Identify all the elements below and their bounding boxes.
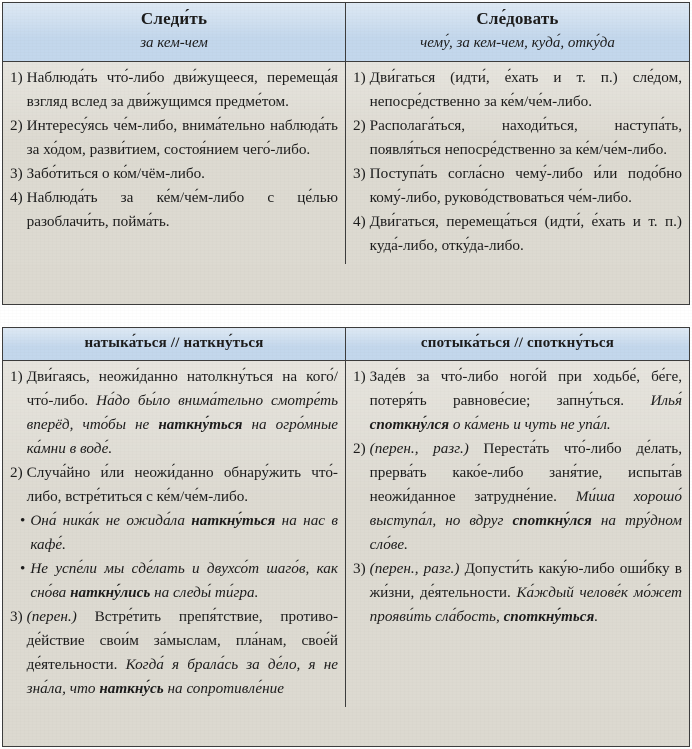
- sense-entry: [10, 365, 338, 461]
- header-subtitle-sledovat: чему́, за кем-чем, куда́, отку́да: [420, 35, 615, 51]
- sense-number: 1): [353, 69, 366, 86]
- header-subtitle-sledit: за кем-чем: [140, 35, 208, 51]
- header-cell-spotykatsya: [346, 328, 689, 360]
- sense-number: 2): [10, 117, 23, 134]
- sense-body: [370, 557, 682, 629]
- sense-entry: [353, 66, 682, 114]
- example-sentence: на следы́ ти́гра.: [150, 584, 259, 601]
- header-cell-natykatsya: [3, 328, 346, 360]
- sense-entry: [10, 114, 338, 162]
- header-cell-sledit: [3, 3, 346, 61]
- sense-number: 2): [353, 117, 366, 134]
- sense-body: [370, 66, 682, 114]
- example-sentence: Она́ ника́к не ожида́ла: [30, 512, 192, 529]
- example-sentence: (перен.): [26, 608, 95, 625]
- sense-entry: [353, 437, 682, 557]
- bullet-body: [30, 557, 338, 605]
- senses-column-spotykatsya: [346, 361, 689, 707]
- example-sentence: о ка́мень и чуть не упа́л.: [449, 416, 611, 433]
- header-title-sledit: Следи́ть: [140, 9, 208, 28]
- example-sentence: (перен., разг.): [369, 440, 484, 457]
- sense-number: 3): [10, 165, 23, 182]
- header-title-sledovat: Сле́довать: [476, 9, 559, 28]
- definition-text: Встре́тить препя́тствие, противоде́йствие свои́м за́мыслам, пла́нам, свое́й де́ятельности.: [26, 608, 338, 673]
- definition-text: Дви́гаться (идти́, е́хать и т. п.) сле́дом, непосре́дственно за ке́м/че́м-либо.: [369, 69, 682, 110]
- example-sentence: на тру́дном сло́ве.: [369, 512, 682, 553]
- sense-body: [370, 437, 682, 557]
- sense-entry: [10, 162, 338, 186]
- sense-number: 4): [10, 189, 23, 206]
- verb-comparison-table-sledit: [2, 2, 690, 305]
- sense-body: [27, 461, 338, 509]
- definition-text: Наблюда́ть за ке́м/че́м-либо с це́лью разоблачи́ть, пойма́ть.: [26, 189, 338, 230]
- sense-number: 2): [353, 440, 366, 457]
- sense-body: [370, 162, 682, 210]
- example-sentence: (перен., разг.): [369, 560, 465, 577]
- example-sentence: .: [594, 608, 599, 625]
- sense-entry: [353, 557, 682, 629]
- sense-number: 4): [353, 213, 366, 230]
- definition-text: Наблюда́ть что́-либо дви́жущееся, перемеща́я взгляд вслед за дви́жущимся предме́том.: [26, 69, 338, 110]
- highlighted-verb: наткну́лись: [70, 584, 151, 601]
- senses-column-sledit: [3, 62, 346, 264]
- header-title-spotykatsya: спотыка́ться // споткну́ться: [420, 335, 615, 351]
- sense-number: 3): [353, 560, 366, 577]
- example-sentence: на огро́мные ка́мни в воде́.: [26, 416, 338, 457]
- sense-body: [370, 210, 682, 258]
- example-sentence: на нас в кафе́.: [30, 512, 338, 553]
- table-header-row: [3, 3, 689, 62]
- sense-body: [27, 66, 338, 114]
- bullet-body: [30, 509, 338, 557]
- example-sentence: На́до бы́ло внима́тельно смотре́ть вперёд, что́бы не: [26, 392, 338, 433]
- example-sentence: Когда́ я брала́сь за де́ло, я не зна́ла, что: [26, 656, 338, 697]
- sense-body: [27, 605, 338, 701]
- table-header-row: [3, 328, 689, 361]
- definition-text: Случа́йно и́ли неожи́данно обнару́жить что́-либо, встре́титься с ке́м/че́м-либо.: [26, 464, 338, 505]
- sense-body: [27, 114, 338, 162]
- senses-column-sledovat: [346, 62, 689, 264]
- example-sentence: Ка́ждый челове́к мо́жет прояви́ть сла́бость,: [369, 584, 682, 625]
- definition-text: Поступа́ть согла́сно чему́-либо и́ли подо́бно кому́-либо, руково́дствоваться че́м-либо.: [369, 165, 682, 206]
- sense-entry: [353, 210, 682, 258]
- sense-body: [27, 365, 338, 461]
- sense-entry: [10, 66, 338, 114]
- bullet-dot-icon: •: [20, 512, 26, 529]
- sense-number: 1): [10, 368, 23, 385]
- sense-body: [370, 114, 682, 162]
- header-title-natykatsya: натыка́ться // наткну́ться: [84, 335, 264, 351]
- highlighted-verb: споткну́ться: [503, 608, 595, 625]
- sense-body: [370, 365, 682, 437]
- definition-text: Переста́ть что́-либо де́лать, прерва́ть како́е-либо заня́тие, испыта́в неожи́данное затрудне́ние.: [369, 440, 682, 505]
- bullet-dot-icon: •: [20, 560, 26, 577]
- definition-text: Дви́гаясь, неожи́данно натолкну́ться на кого́/что́-либо.: [26, 368, 338, 409]
- sense-number: 1): [353, 368, 366, 385]
- sense-body: [27, 162, 338, 186]
- definition-text: Интересу́ясь че́м-либо, внима́тельно наблюда́ть за хо́дом, разви́тием, состоя́нием чего́-либо.: [26, 117, 338, 158]
- header-cell-sledovat: [346, 3, 689, 61]
- verb-comparison-table-natykatsya: [2, 327, 690, 747]
- sense-number: 3): [353, 165, 366, 182]
- sense-number: 1): [10, 69, 23, 86]
- table-body-row: [3, 361, 689, 707]
- example-sentence: на сопротивле́ние: [163, 680, 284, 697]
- example-bullet: [10, 509, 338, 557]
- sense-entry: [353, 365, 682, 437]
- highlighted-verb: наткну́ться: [158, 416, 243, 433]
- highlighted-verb: наткну́сь: [99, 680, 164, 697]
- sense-number: 3): [10, 608, 23, 625]
- definition-text: Допусти́ть каку́ю-либо оши́бку в жи́зни, де́ятельности.: [369, 560, 682, 601]
- highlighted-verb: споткну́лся: [369, 416, 450, 433]
- example-bullet: [10, 557, 338, 605]
- example-sentence: Ми́ша хорошо́ выступа́л, но вдруг: [369, 488, 682, 529]
- senses-column-natykatsya: [3, 361, 346, 707]
- highlighted-verb: наткну́ться: [191, 512, 276, 529]
- sense-body: [27, 186, 338, 234]
- sense-entry: [10, 461, 338, 509]
- definition-text: Располага́ться, находи́ться, наступа́ть, появля́ться непосре́дственно за ке́м/че́м-либо.: [369, 117, 682, 158]
- example-sentence: Илья́: [650, 392, 682, 409]
- sense-entry: [353, 114, 682, 162]
- definition-text: Дви́гаться, перемеща́ться (идти́, е́хать и т. п.) куда́-либо, отку́да-либо.: [369, 213, 682, 254]
- table-body-row: [3, 62, 689, 264]
- sense-number: 2): [10, 464, 23, 481]
- sense-entry: [10, 605, 338, 701]
- highlighted-verb: споткну́лся: [512, 512, 592, 529]
- definition-text: Забо́титься о ко́м/чём-либо.: [26, 165, 205, 182]
- definition-text: Заде́в за что́-либо ного́й при ходьбе́, бе́ге, потеря́ть равнове́сие; запну́ться.: [369, 368, 682, 409]
- sense-entry: [353, 162, 682, 210]
- example-sentence: Не успе́ли мы сде́лать и двухсо́т шаго́в, как сно́ва: [30, 560, 338, 601]
- sense-entry: [10, 186, 338, 234]
